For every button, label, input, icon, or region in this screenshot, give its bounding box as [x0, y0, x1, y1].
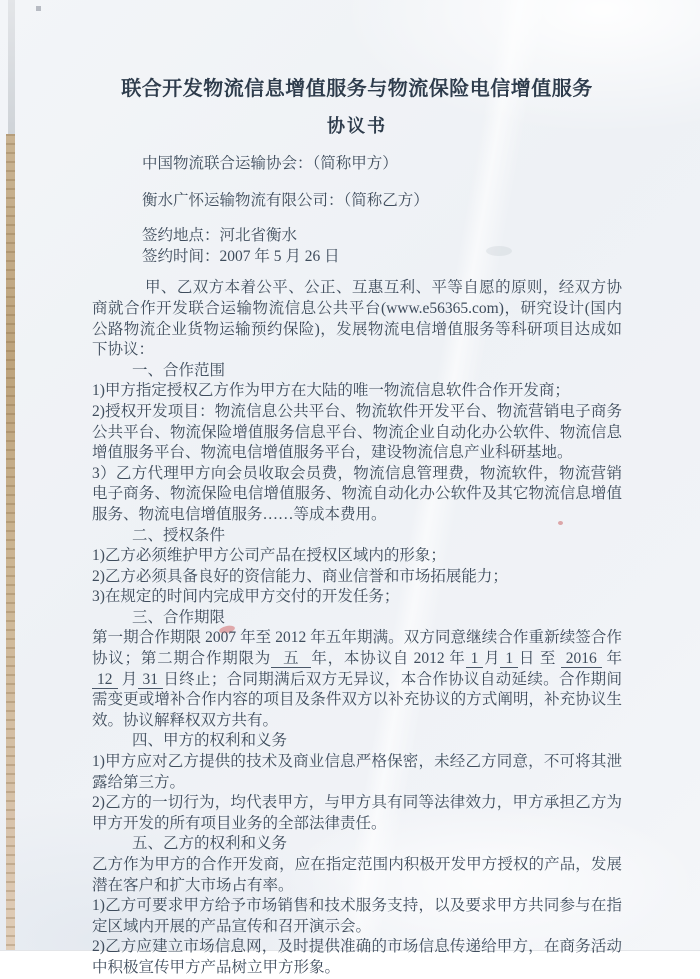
- intro-paragraph: 甲、乙双方本着公平、公正、互惠互利、平等自愿的原则，经双方协商就合作开发联合运输物流信息公共平台(www.e56365.com)，研究设计(国内公路物流企业货物运输预约保险)，发展物流电信增值服务等科研项目达成如下协议：: [92, 279, 622, 359]
- term-text: 月: [483, 650, 501, 668]
- term-text: 年，本协议自 2012 年: [311, 650, 466, 668]
- party-b-line: 衡水广怀运输物流有限公司：（简称乙方）: [142, 191, 429, 209]
- term-text: 日终止；合同期满后双方无异议，本合作协议自动延续。合作期间需变更或增补合作内容的项目及条件双方以补充协议的方式阐明，补充协议生效。协议解释权双方共有。: [92, 670, 622, 729]
- section-1-heading: 一、合作范围: [132, 361, 226, 379]
- section-4-heading: 四、甲方的权利和义务: [132, 732, 288, 750]
- section-1-item-1: 1)甲方指定授权乙方作为甲方在大陆的唯一物流信息软件合作开发商；: [92, 382, 570, 400]
- party-a-line: 中国物流联合运输协会：（简称甲方）: [142, 155, 398, 172]
- section-1-item-3: 3）乙方代理甲方向会员收取会员费，物流信息管理费，物流软件，物流营销电子商务、物流保险电信增值服务、物流自动化办公软件及其它物流信息增值服务、物流电信增值服务……等成本费用。: [92, 464, 622, 523]
- binding-edge: [6, 134, 15, 950]
- term-fill-years: 五: [271, 650, 311, 668]
- doc-title: 联合开发物流信息增值服务与物流保险电信增值服务: [121, 78, 593, 100]
- section-2-item-1: 1)乙方必须维护甲方公司产品在授权区域内的形象；: [92, 547, 446, 565]
- term-text: 月: [117, 670, 138, 688]
- section-4-item-2: 2)乙方的一切行为，均代表甲方，与甲方具有同等法律效力，甲方承担乙方为甲方开发的所有项目业务的全部法律责任。: [92, 794, 622, 832]
- doc-subtitle: 协议书: [327, 116, 387, 136]
- section-5-heading: 五、乙方的权利和义务: [132, 835, 288, 853]
- section-2-item-3: 3)在规定的时间内完成甲方交付的开发任务；: [92, 588, 400, 606]
- term-text: 年: [601, 650, 622, 668]
- document-body: [92, 76, 622, 979]
- term-fill-end-month: 12: [92, 671, 118, 689]
- binding-edge-top: [8, 0, 15, 134]
- term-fill-end-day: 31: [138, 671, 164, 689]
- term-text: 第一期合作期限 2007 年至 2012 年五年期满。双方同意继续合作重新续签合作协议；第二期合作期限为: [92, 629, 622, 668]
- section-3-heading: 三、合作期限: [132, 608, 226, 626]
- section-4-item-1: 1)甲方应对乙方提供的技术及商业信息严格保密，未经乙方同意，不可将其泄露给第三方。: [92, 753, 622, 791]
- term-text: 日 至: [518, 650, 561, 668]
- sign-place-line: 签约地点：河北省衡水: [142, 227, 298, 245]
- term-fill-start-month: 1: [466, 650, 484, 668]
- section-5-item-1: 乙方作为甲方的合作开发商，应在指定范围内积极开发甲方授权的产品，发展潜在客户和扩大市场占有率。: [92, 856, 622, 894]
- section-3-term-paragraph: [92, 628, 622, 731]
- section-5-item-2: 1)乙方可要求甲方给予市场销售和技术服务支持，以及要求甲方共同参与在指定区域内开展的产品宣传和召开演示会。: [92, 897, 622, 935]
- sign-time-line: 签约时间：2007 年 5 月 26 日: [142, 247, 340, 265]
- section-5-item-3: 2)乙方应建立市场信息网，及时提供准确的市场信息传递给甲方，在商务活动中积极宣传甲方产品树立甲方形象。: [92, 938, 622, 976]
- term-fill-end-year: 2016: [561, 650, 602, 668]
- term-fill-start-day: 1: [500, 650, 518, 668]
- scan-speck: [36, 6, 41, 11]
- section-2-heading: 二、授权条件: [132, 526, 226, 544]
- section-1-item-2: 2)授权开发项目：物流信息公共平台、物流软件开发平台、物流营销电子商务公共平台、物流保险增值服务信息平台、物流企业自动化办公软件、物流信息增值服务平台、物流电信增值服务平台，建设物流信息产业科研基地。: [92, 402, 622, 462]
- section-2-item-2: 2)乙方必须具备良好的资信能力、商业信誉和市场拓展能力；: [92, 567, 508, 585]
